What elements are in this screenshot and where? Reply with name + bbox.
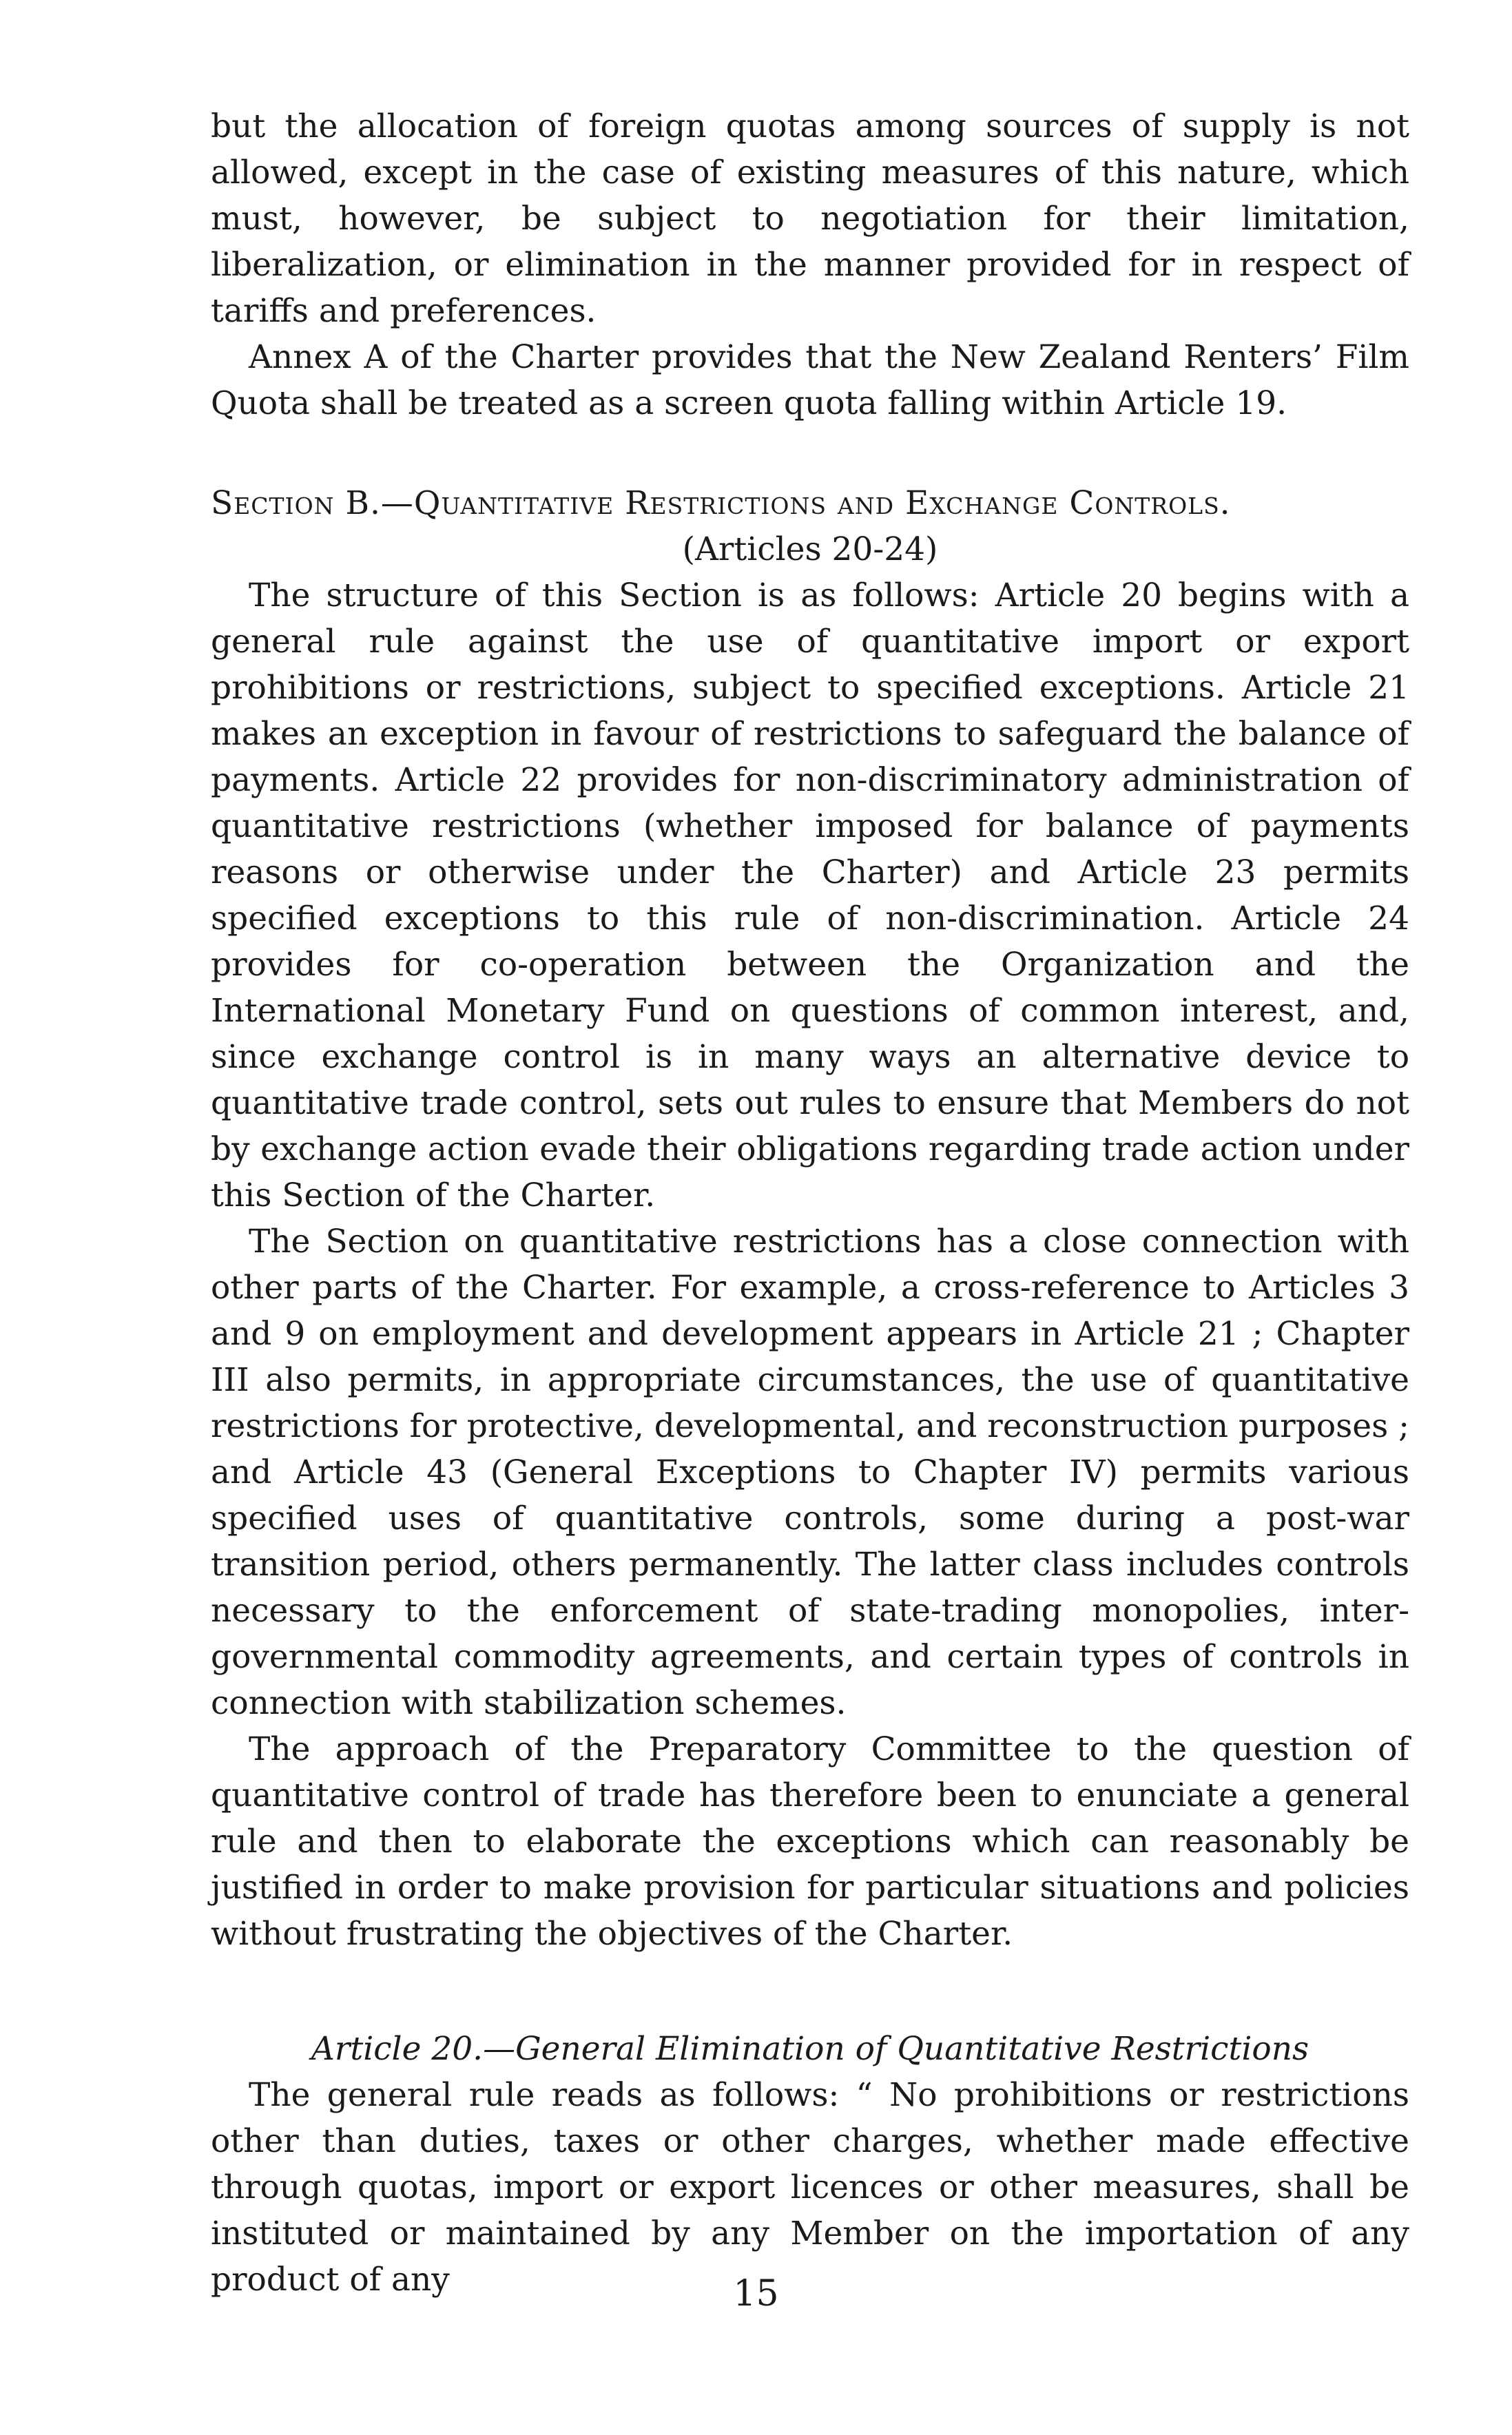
article-20-paragraph: The general rule reads as follows: “ No prohibitions or restrictions other than duties, taxes or other charges, whether made effective through quotas, import or export licences or other measures, shall be instituted or maintained by any Member on the importation of any product of any [211, 2076, 1409, 2299]
article-20-heading: Article 20.—General Elimination of Quantitative Restrictions [311, 2030, 1309, 2068]
section-b-subheading: (Articles 20-24) [682, 530, 938, 568]
document-page [211, 103, 1409, 2303]
annex-a-paragraph: Annex A of the Charter provides that the New Zealand Renters’ Film Quota shall be treated as a screen quota falling within Article 19. [211, 338, 1409, 422]
continuation-paragraph: but the allocation of foreign quotas among sources of supply is not allowed, except in the case of existing measures of this nature, which must, however, be subject to negotiation for their limitation, liberalization, or elimination in the manner provided for in respect of tariffs and preferences. [211, 107, 1409, 330]
section-b-paragraph-approach: The approach of the Preparatory Committee to the question of quantitative control of trade has therefore been to enunciate a general rule and then to elaborate the exceptions which can reasonably be justified in order to make provision for particular situations and policies without frustrating the objectives of the Charter. [211, 1730, 1409, 1953]
section-b-paragraph-connection: The Section on quantitative restrictions has a close connection with other parts of the Charter. For example, a cross-reference to Articles 3 and 9 on employment and development appears in Article 21 ; Chapter III also permits, in appropriate circumstances, the use of quantitative restrictions for protective, developmental, and reconstruction purposes ; and Article 43 (General Exceptions to Chapter IV) permits various specified uses of quantitative controls, some during a post-war transition period, others permanently. The latter class includes controls necessary to the enforcement of state-trading monopolies, inter-governmental commodity agreements, and certain types of controls in connection with stabilization schemes. [211, 1223, 1409, 1722]
section-b-heading: Section B.—Quantitative Restrictions and Exchange Controls. [211, 484, 1231, 522]
page-number: 15 [733, 2273, 779, 2314]
section-b-paragraph-structure: The structure of this Section is as follows: Article 20 begins with a general rule against the use of quantitative import or export prohibitions or restrictions, subject to specified exceptions. Article 21 makes an exception in favour of restrictions to safeguard the balance of payments. Article 22 provides for non-discriminatory administration of quantitative restrictions (whether imposed for balance of payments reasons or otherwise under the Charter) and Article 23 permits specified exceptions to this rule of non-discrimination. Article 24 provides for co-operation between the Organization and the International Monetary Fund on questions of common interest, and, since exchange control is in many ways an alternative device to quantitative trade control, sets out rules to ensure that Members do not by exchange action evade their obligations regarding trade action under this Section of the Charter. [211, 577, 1409, 1214]
